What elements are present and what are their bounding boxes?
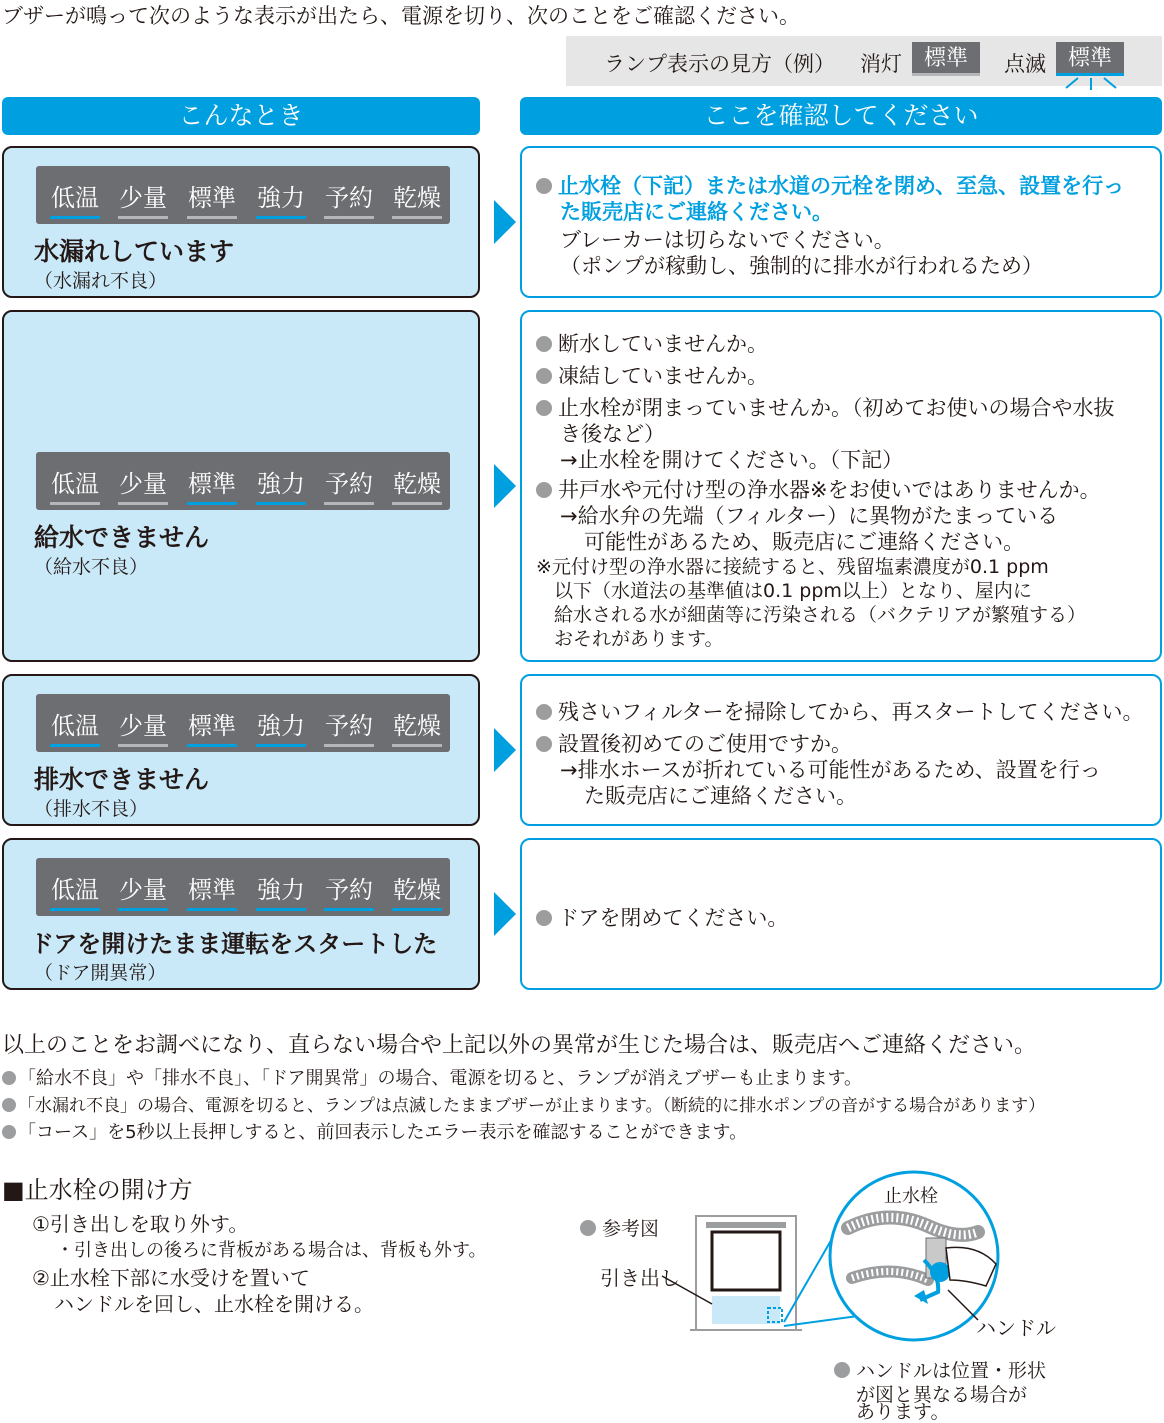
lamp-standard: 標準 (181, 706, 243, 741)
lamp-timer: 予約 (318, 706, 380, 741)
lamp-strong: 強力 (250, 464, 312, 499)
answer-line: （ポンプが稼動し、強制的に排水が行われるため） (560, 254, 1043, 278)
lamp-low-temp: 低温 (44, 464, 106, 499)
lamp-strong: 強力 (250, 178, 312, 213)
lamp-dry: 乾燥 (386, 178, 448, 213)
answer-no-water-supply (520, 310, 1162, 662)
answer-line: た販売店にご連絡ください。 (560, 200, 833, 224)
lamp-panel (36, 452, 450, 510)
header-when: こんなとき (2, 97, 480, 135)
lamp-low-temp: 低温 (44, 706, 106, 741)
answer-line: ブレーカーは切らないでください。 (560, 228, 895, 252)
footnote-line: ※元付け型の浄水器に接続すると、残留塩素濃度が0.1 ppm (536, 556, 1049, 578)
valve-label: 止水栓 (884, 1186, 938, 1207)
legend-blink-lamp: 標準 (1056, 42, 1124, 76)
header-check: ここを確認してください (520, 97, 1162, 135)
case-subtitle: （水漏れ不良） (34, 270, 168, 292)
arrow-right-icon (494, 200, 516, 244)
answer-water-leak (520, 146, 1162, 298)
blink-rays-icon (1056, 76, 1126, 90)
answer-line: →排水ホースが折れている可能性があるため、設置を行っ (560, 758, 1101, 782)
lamp-panel (36, 858, 450, 916)
case-title: 給水できません (34, 523, 210, 552)
lamp-low-temp: 低温 (44, 870, 106, 905)
valve-step-1: ①引き出しを取り外す。 (32, 1212, 249, 1236)
answer-line: 止水栓（下記）または水道の元栓を閉め、至急、設置を行っ (558, 174, 1125, 198)
case-door-open (2, 838, 480, 990)
handle-label: ハンドル (976, 1316, 1056, 1340)
legend-off-label: 消灯 (860, 52, 902, 76)
lamp-timer: 予約 (318, 464, 380, 499)
lamp-timer: 予約 (318, 870, 380, 905)
lamp-legend (566, 36, 1162, 86)
lamp-panel (36, 166, 450, 224)
valve-section-title: ■止水栓の開け方 (2, 1176, 193, 1204)
case-subtitle: （ドア開異常） (34, 962, 167, 984)
lamp-dry: 乾燥 (386, 870, 448, 905)
lamp-low-temp: 低温 (44, 178, 106, 213)
answer-line: →給水弁の先端（フィルター）に異物がたまっている (560, 504, 1059, 528)
case-water-leak (2, 146, 480, 298)
legend-blink-label: 点滅 (1004, 52, 1046, 76)
answer-line: →止水栓を開けてください。（下記） (560, 448, 904, 472)
footnote-line: 以下（水道法の基準値は0.1 ppm以上）となり、屋内に (554, 580, 1032, 602)
case-title: 水漏れしています (34, 237, 235, 266)
case-no-drain (2, 674, 480, 826)
caution-line: が図と異なる場合が (856, 1384, 1028, 1406)
answer-line: 断水していませんか。 (558, 332, 768, 356)
valve-step-1-note: ・引き出しの後ろに背板がある場合は、背板も外す。 (56, 1240, 487, 1261)
note-line: 「コース」を5秒以上長押しすると、前回表示したエラー表示を確認することができます。 (18, 1122, 748, 1143)
lamp-standard: 標準 (181, 178, 243, 213)
note-line: 「水漏れ不良」の場合、電源を切ると、ランプは点滅したままブザーが止まります。（断続的に排水ポンプの音がする場合があります） (18, 1096, 1046, 1116)
case-title: ドアを開けたまま運転をスタートした (30, 930, 438, 958)
arrow-right-icon (494, 728, 516, 772)
case-no-water-supply (2, 310, 480, 662)
drawer-label: 引き出し (600, 1266, 680, 1290)
answer-line: 井戸水や元付け型の浄水器※をお使いではありませんか。 (558, 478, 1101, 502)
arrow-right-icon (494, 464, 516, 508)
lamp-standard: 標準 (181, 464, 243, 499)
lamp-strong: 強力 (250, 706, 312, 741)
case-title: 排水できません (34, 765, 210, 794)
caution-line: あります。 (856, 1401, 950, 1423)
lamp-small: 少量 (112, 870, 174, 905)
arrow-right-icon (494, 892, 516, 936)
answer-line: 残さいフィルターを掃除してから、再スタートしてください。 (558, 700, 1144, 724)
lamp-standard: 標準 (181, 870, 243, 905)
intro-text: ブザーが鳴って次のような表示が出たら、電源を切り、次のことをご確認ください。 (2, 4, 800, 28)
lamp-small: 少量 (112, 706, 174, 741)
lamp-panel (36, 694, 450, 752)
legend-label: ランプ表示の見方（例） (604, 52, 835, 76)
answer-line: 凍結していませんか。 (558, 364, 768, 388)
lamp-small: 少量 (112, 464, 174, 499)
caution-line: ハンドルは位置・形状 (856, 1360, 1047, 1382)
summary-text: 以上のことをお調べになり、直らない場合や上記以外の異常が生じた場合は、販売店へご連絡ください。 (2, 1033, 1037, 1058)
answer-line: た販売店にご連絡ください。 (584, 784, 857, 808)
answer-line: 可能性があるため、販売店にご連絡ください。 (584, 530, 1025, 554)
answer-line: ドアを閉めてください。 (558, 906, 789, 930)
valve-step-2: ②止水栓下部に水受けを置いて (32, 1266, 310, 1290)
drawer-leader-line (660, 1270, 720, 1310)
answer-no-drain (520, 674, 1162, 826)
answer-line: 設置後初めてのご使用ですか。 (558, 732, 852, 756)
answer-line: 止水栓が閉まっていませんか。（初めてお使いの場合や水抜 (558, 396, 1115, 420)
lamp-dry: 乾燥 (386, 464, 448, 499)
lamp-dry: 乾燥 (386, 706, 448, 741)
reference-label: 参考図 (602, 1218, 660, 1240)
legend-off-lamp: 標準 (912, 42, 980, 76)
answer-door-open (520, 838, 1162, 990)
footnote-line: 給水される水が細菌等に汚染される（バクテリアが繁殖する） (554, 604, 1087, 626)
lamp-strong: 強力 (250, 870, 312, 905)
answer-line: き後など） (560, 422, 665, 446)
valve-step-2b: ハンドルを回し、止水栓を開ける。 (54, 1292, 374, 1316)
lamp-small: 少量 (112, 178, 174, 213)
note-line: 「給水不良」や「排水不良」、「ドア開異常」の場合、電源を切ると、ランプが消えブザーも止まります。 (18, 1068, 863, 1089)
lamp-timer: 予約 (318, 178, 380, 213)
case-subtitle: （排水不良） (34, 798, 149, 820)
case-subtitle: （給水不良） (34, 556, 149, 578)
footnote-line: おそれがあります。 (554, 628, 724, 650)
